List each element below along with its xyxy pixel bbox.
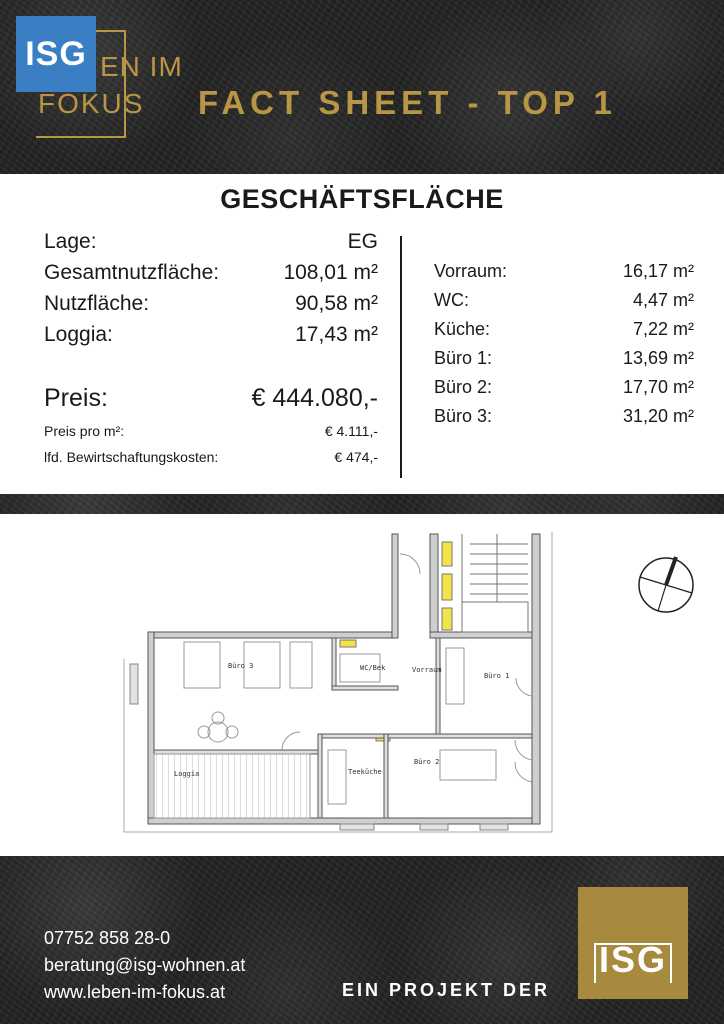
floor-plan [0, 514, 724, 856]
room-label: Büro 2: [434, 377, 493, 397]
facts-panel [0, 174, 724, 494]
plan-label-buero1: Büro 1 [484, 672, 510, 680]
contact-website[interactable]: www.leben-im-fokus.at [44, 982, 226, 1002]
room-label: WC: [434, 290, 469, 310]
fact-label: Loggia: [44, 323, 113, 346]
room-label: Vorraum: [434, 261, 508, 281]
header [0, 0, 724, 174]
price-per-sqm-label: Preis pro m²: [44, 423, 125, 439]
plan-label-teekueche: Teeküche [348, 768, 382, 776]
fact-value: EG [347, 230, 378, 253]
price-per-sqm-value: € 4.111,- [324, 423, 378, 439]
price-value: € 444.080,- [251, 384, 378, 412]
plan-label-vorraum: Vorraum [412, 666, 442, 674]
room-label: Büro 1: [434, 348, 493, 368]
isg-logo-badge: ISG [16, 16, 96, 92]
logo-text-line2: FOKUS [38, 88, 145, 119]
fact-value: 108,01 m² [283, 261, 378, 284]
contact-email[interactable]: beratung@isg-wohnen.at [44, 955, 246, 975]
room-value: 17,70 m² [622, 377, 694, 397]
room-label: Büro 3: [434, 406, 493, 426]
isg-footer-logo [578, 887, 688, 999]
floor-plan-area [0, 514, 724, 856]
fact-label: Gesamtnutzfläche: [44, 261, 220, 284]
fact-value: 90,58 m² [295, 292, 378, 315]
room-value: 13,69 m² [622, 348, 694, 368]
plan-label-wc: WC/Bek [360, 664, 386, 672]
plan-label-buero2: Büro 2 [414, 758, 440, 766]
fact-label: Nutzfläche: [44, 292, 150, 315]
isg-footer-logo-text: ISG [598, 939, 667, 980]
footer [0, 856, 724, 1024]
room-value: 4,47 m² [632, 290, 694, 310]
running-costs-label: lfd. Bewirtschaftungskosten: [44, 449, 219, 465]
running-costs-value: € 474,- [334, 449, 378, 465]
price-label: Preis: [44, 384, 108, 412]
page-title: FACT SHEET - TOP 1 [198, 84, 617, 121]
room-value: 7,22 m² [632, 319, 694, 339]
fact-value: 17,43 m² [295, 323, 378, 346]
fact-label: Lage: [44, 230, 97, 253]
compass-icon [639, 557, 693, 612]
project-label: EIN PROJEKT DER [342, 980, 551, 1000]
contact-phone[interactable]: 07752 858 28-0 [44, 928, 171, 948]
plan-label-loggia: Loggia [174, 770, 200, 778]
room-value: 31,20 m² [622, 406, 694, 426]
column-divider [400, 236, 402, 478]
logo-text-line1: EN IM [100, 51, 183, 82]
section-title: GESCHÄFTSFLÄCHE [220, 184, 504, 214]
room-value: 16,17 m² [622, 261, 694, 281]
room-label: Küche: [434, 319, 491, 339]
stone-divider-stripe [0, 494, 724, 514]
plan-label-buero3: Büro 3 [228, 662, 254, 670]
